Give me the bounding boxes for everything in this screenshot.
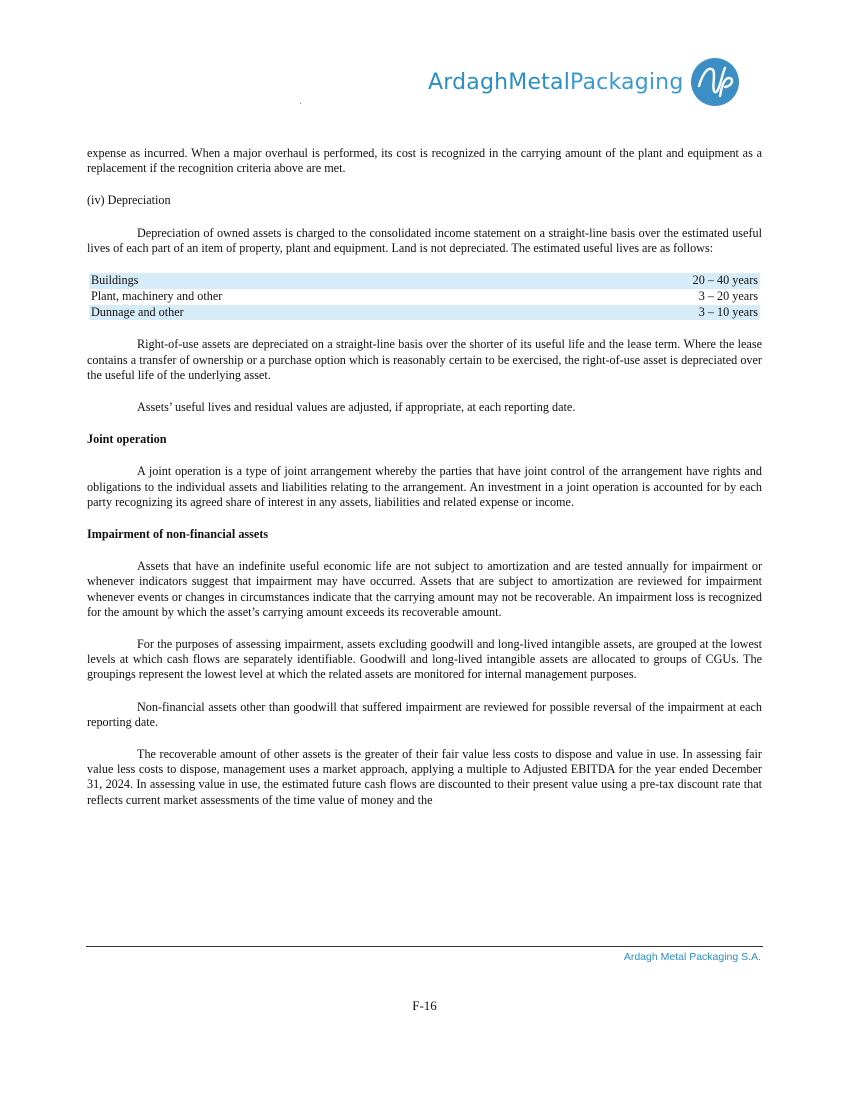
company-logo [428,55,741,109]
sub-heading-depreciation: (iv) Depreciation [87,193,171,208]
logo-wordmark: ArdaghMetalPackaging [428,69,684,95]
page-number: F-16 [412,998,437,1013]
footer-divider [86,946,763,947]
heading-joint-operation: Joint operation [87,432,167,447]
table-row [89,289,760,305]
paragraph-continued: expense as incurred. When a major overhaul is performed, its cost is recognized in the carrying amount of the plant and equipment as a replacement if the recognition criteria above are met. [87,146,762,176]
asset-class: Dunnage and other [89,305,533,321]
paragraph-joint-operation: A joint operation is a type of joint arrangement whereby the parties that have joint control of the arrangement have rights and obligations to the individual assets and liabilities relating to the arrangement. An investment in a joint operation is accounted for by each party recognizing its agreed share of interest in any assets, liabilities and related expense or income. [87,464,762,509]
paragraph-right-of-use: Right-of-use assets are depreciated on a straight-line basis over the shorter of its useful life and the lease term. Where the lease contains a transfer of ownership or a purchase option which is reasonably certain to be exercised, the right-of-use asset is depreciated over the useful life of the underlying asset. [87,337,762,382]
heading-impairment: Impairment of non-financial assets [87,527,269,542]
stray-dot [300,103,301,104]
useful-life: 3 – 20 years [698,288,758,303]
paragraph-impairment-1: Assets that have an indefinite useful economic life are not subject to amortization and are tested annually for impairment or whenever indicators suggest that impairment may have occurred. Assets that are subject to amortization are reviewed for impairment whenever events or changes in circumstances indicate that the carrying amount may not be recoverable. An impairment loss is recognized for the amount by which the asset’s carrying amount exceeds its recoverable amount. [87,559,762,619]
asset-class: Plant, machinery and other [91,288,223,303]
useful-lives-table [89,273,760,320]
footer-company-name: Ardagh Metal Packaging S.A. [623,951,761,963]
paragraph-impairment-4: The recoverable amount of other assets is the greater of their fair value less costs to dispose and value in use. In assessing fair value less costs to dispose, management uses a market approach, applying a multiple to Adjusted EBITDA for the year ended December 31, 2024. In assessing value in use, the estimated future cash flows are discounted to their present value using a pre-tax discount rate that reflects current market assessments of the time value of money and the [87,747,762,807]
paragraph-useful-lives-adjusted: Assets’ useful lives and residual values are adjusted, if appropriate, at each reporting date. [137,400,576,415]
table-row [89,305,760,321]
table-row [89,273,760,289]
paragraph-depreciation: Depreciation of owned assets is charged to the consolidated income statement on a straight-line basis over the estimated useful lives of each part of an item of property, plant and equipment. Land is not depreciated. The estimated useful lives are as follows: [87,225,762,255]
paragraph-impairment-3: Non-financial assets other than goodwill that suffered impairment are reviewed for possible reversal of the impairment at each reporting date. [87,699,762,729]
paragraph-impairment-2: For the purposes of assessing impairment, assets excluding goodwill and long-lived intangible assets, are grouped at the lowest levels at which cash flows are separately identifiable. Goodwill and long-lived intangible assets are allocated to groups of CGUs. The groupings represent the lowest level at which the related assets are monitored for internal management purposes. [87,637,762,682]
asset-class: Buildings [89,273,533,289]
svg-text:MP: MP [714,104,716,105]
useful-life: 20 – 40 years [533,273,760,289]
useful-life: 3 – 10 years [533,305,760,321]
document-body [87,146,762,825]
logo-mark-icon [689,56,741,108]
